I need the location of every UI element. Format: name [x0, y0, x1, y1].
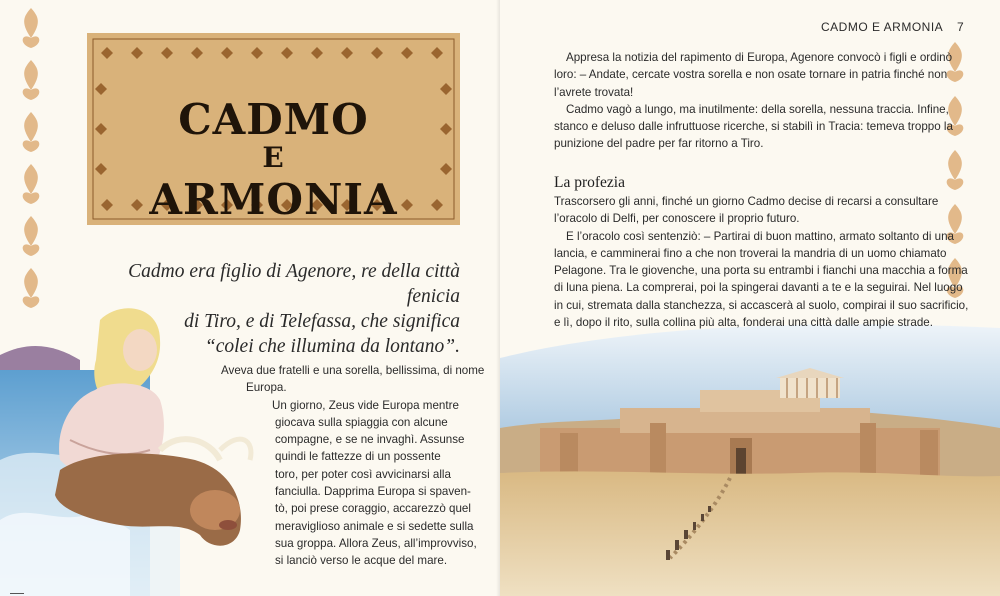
body-line: Europa. [246, 381, 287, 395]
body-line: toro, per poter così avvicinarsi alla [275, 467, 451, 481]
intro-line: di Tiro, e di Telefassa, che significa [184, 311, 460, 332]
left-ornament-border [16, 0, 46, 320]
body-line: tò, poi prese coraggio, accarezzò quel [275, 502, 471, 516]
body-line: meraviglioso animale e si sedette sulla [275, 519, 474, 533]
body-line: lancia, e camminerai fino a che non troverai la mandria di un uomo chiamato [554, 246, 947, 260]
chapter-title-box [87, 33, 460, 225]
body-line: l’avrete trovata! [554, 85, 634, 99]
chapter-title-line1: CADMO [178, 95, 369, 144]
body-line: Un giorno, Zeus vide Europa mentre [272, 398, 459, 412]
body-line: in cui, stremata dalla stanchezza, si accascerà al suolo, compirai il suo sacrificio, [554, 298, 969, 312]
body-line: loro: – Andate, cercate vostra sorella e non osate tornare in patria finché non [554, 68, 948, 82]
body-line: giocava sulla spiaggia con alcune [275, 415, 448, 429]
body-line: Pelagone. Tra le giovenche, una porta su entrambi i fianchi una macchia a forma [554, 264, 968, 278]
chapter-title-line2: E [262, 141, 285, 174]
hilltop-city-illustration [500, 318, 1000, 596]
chapter-title-line3: ARMONIA [149, 175, 398, 224]
body-line: si lanciò verso le acque del mare. [275, 554, 448, 568]
body-line: Appresa la notizia del rapimento di Europa, Agenore convocò i figli e ordinò [566, 51, 953, 64]
body-line: quindi le fattezze di un possente [275, 450, 441, 464]
body-line: punizione del padre per far ritorno a Tiro. [554, 137, 764, 151]
left-body-text [221, 362, 484, 570]
body-line: E l’oracolo così sentenziò: – Partirai di buon mattino, armato soltanto di una [566, 229, 954, 243]
page-number: 7 [957, 20, 964, 34]
body-line: sua groppa. Allora Zeus, all’improvviso, [275, 536, 477, 550]
body-line: fanciulla. Dapprima Europa si spaven- [275, 485, 471, 499]
body-line: stanco e deluso dalle infruttuose ricerche, si stabilì in Tracia: temeva troppo la [554, 120, 953, 134]
body-line: l’oracolo di Delfi, per conoscere il proprio futuro. [554, 212, 800, 226]
intro-line: “colei che illumina da lontano”. [204, 336, 460, 357]
body-line: compagne, e se ne invaghì. Assunse [275, 433, 465, 447]
body-line: Cadmo vagò a lungo, ma inutilmente: della sorella, nessuna traccia. Infine, [566, 102, 949, 116]
right-body-para1 [554, 49, 953, 153]
body-line: Aveva due fratelli e una sorella, bellissima, di nome [221, 364, 485, 377]
page-edge-mark [10, 593, 24, 594]
running-head: CADMO E ARMONIA [821, 20, 944, 34]
intro-line: Cadmo era figlio di Agenore, re della città fenicia [128, 261, 460, 307]
body-line: e lì, dopo il rito, sulla collina più alta, fonderai una città dalle ampie strade. [554, 316, 933, 330]
body-line: Trascorsero gli anni, finché un giorno Cadmo decise di recarsi a consultare [554, 195, 939, 208]
body-line: di luna piena. La comprerai, poi la spingerai davanti a te e la seguirai. Nel luogo [554, 281, 963, 295]
right-body-para2 [554, 193, 968, 331]
right-page [500, 0, 1000, 596]
section-heading: La profezia [554, 174, 625, 191]
